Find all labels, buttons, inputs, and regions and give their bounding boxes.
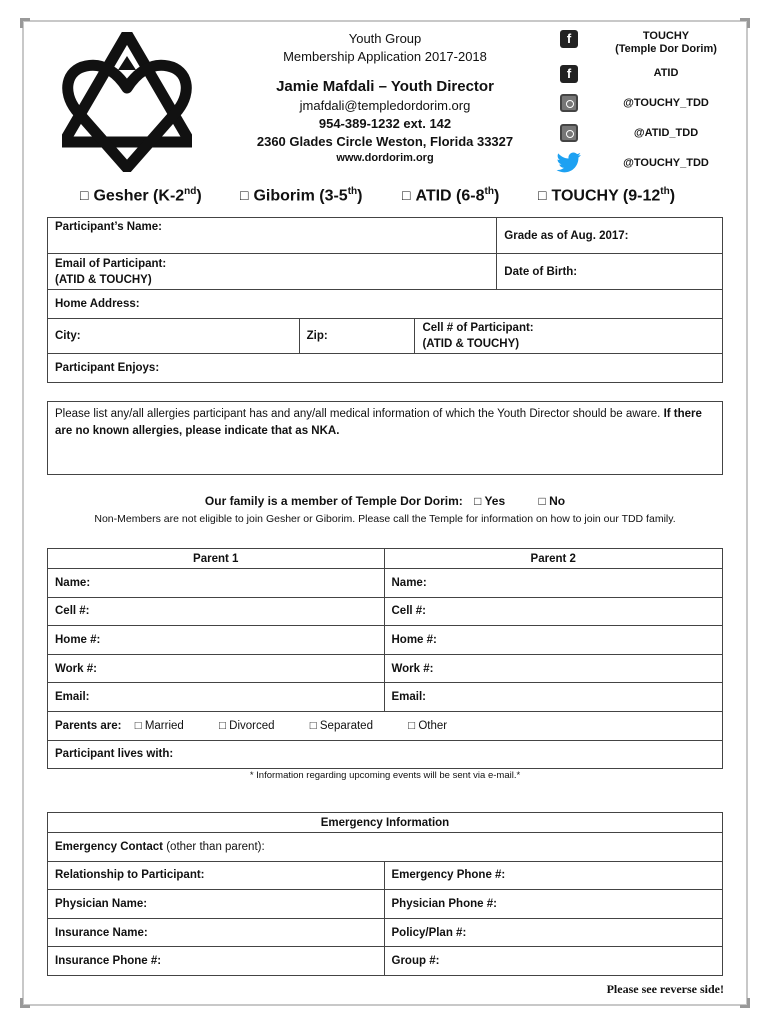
zip-field[interactable] [299,319,415,354]
facebook-icon: f [560,65,578,83]
field-label-note: (ATID & TOUCHY) [422,338,520,350]
instagram-icon [560,124,578,142]
status-married-checkbox[interactable]: □ Married [134,719,184,732]
field-label: Work #: [391,662,434,675]
policy-field[interactable] [384,918,723,947]
field-label: Home #: [55,633,101,646]
allergy-instructions: Please list any/all allergies participant has and any/all medical information of which the Youth Director should be aware. [55,408,661,420]
field-label: Insurance Name: [55,926,148,939]
email-notice: * Information regarding upcoming events will be sent via e-mail.* [249,770,521,781]
group-option-atid[interactable] [402,186,499,205]
participant-info-table [47,217,723,383]
field-label: Email of Participant: [55,257,167,270]
form-title-line2: Membership Application 2017-2018 [283,49,487,64]
status-separated-checkbox[interactable]: □ Separated [309,719,373,732]
social-instagram-atid [556,124,726,150]
group-label: ATID (6-8 [415,187,485,205]
field-label: Cell #: [55,605,90,618]
allergy-field[interactable] [47,401,723,475]
parent1-name-field[interactable] [48,569,385,598]
field-label: Home #: [391,633,437,646]
field-label: Participant lives with: [55,748,174,761]
director-phone: 954-389-1232 ext. 142 [318,116,452,131]
temple-address: 2360 Glades Circle Weston, Florida 33327 [256,134,514,149]
emergency-contact-field[interactable] [48,833,723,862]
physician-phone-field[interactable] [384,890,723,919]
field-label: Emergency Contact [55,840,164,853]
parent2-cell-field[interactable] [384,597,723,626]
insurance-name-field[interactable] [48,918,385,947]
group-label: Giborim (3-5 [253,187,348,205]
participant-enjoys-field[interactable] [48,354,723,383]
parent1-header: Parent 1 [48,549,385,569]
emergency-info-table [47,812,723,976]
field-label: Cell #: [391,605,427,618]
field-label-note: (other than parent): [166,840,265,853]
field-label: Policy/Plan #: [391,926,467,939]
facebook-icon: f [560,30,578,48]
group-label-close: ) [493,187,500,205]
field-label: Emergency Phone #: [391,869,506,882]
social-facebook-atid [556,65,726,91]
parent1-email-field[interactable] [48,683,385,712]
social-twitter-touchy [556,152,726,178]
group-label-sup: th [347,186,358,197]
field-label: Insurance Phone #: [55,955,162,968]
home-address-field[interactable] [48,290,723,319]
parent2-header: Parent 2 [384,549,723,569]
field-label: Relationship to Participant: [55,869,205,882]
lives-with-field[interactable] [48,740,723,769]
parent2-email-field[interactable] [384,683,723,712]
field-label: Zip: [306,330,328,342]
social-label-line2: (Temple Dor Dorim) [615,43,717,55]
group-label-close: ) [357,187,363,205]
social-label: @TOUCHY_TDD [623,157,709,169]
participant-cell-field[interactable] [415,319,723,354]
parent2-home-field[interactable] [384,626,723,655]
group-option-gesher[interactable] [80,186,202,205]
field-label: Name: [55,576,91,589]
checkbox[interactable]: □ [538,187,547,204]
parents-status-row [48,711,723,740]
group-label-sup: th [660,186,670,197]
emergency-header: Emergency Information [48,813,723,833]
field-label: Participant Enjoys: [55,362,160,374]
field-label-note: (ATID & TOUCHY) [55,273,152,286]
field-label: Cell # of Participant: [422,322,534,334]
temple-website: www.dordorim.org [336,152,434,164]
field-label: Date of Birth: [504,265,578,278]
social-label [606,30,726,56]
field-label: Work #: [55,662,97,675]
field-label: Email: [55,691,90,704]
parent1-cell-field[interactable] [48,597,385,626]
field-label: Name: [391,576,427,589]
group-label: Gesher (K-2 [93,187,185,205]
group-option-touchy[interactable] [538,186,675,205]
form-title-line1: Youth Group [348,31,422,46]
checkbox[interactable]: □ [240,187,249,204]
reverse-side-note: Please see reverse side! [606,982,724,996]
field-label: Physician Phone #: [391,897,497,910]
emergency-phone-field[interactable] [384,861,723,890]
field-label: Home Address: [55,298,140,310]
membership-yes-checkbox[interactable]: □ Yes [474,494,506,508]
corner-ornament [20,998,30,1008]
corner-ornament [740,18,750,28]
group-label-sup: th [484,186,494,197]
field-label: Grade as of Aug. 2017: [504,229,629,242]
participant-name-field[interactable] [48,218,497,254]
checkbox[interactable]: □ [80,187,89,204]
parent2-name-field[interactable] [384,569,723,598]
participant-email-field[interactable] [48,254,497,290]
twitter-icon [556,152,582,174]
field-label: Group #: [391,955,440,968]
city-field[interactable] [48,319,300,354]
status-other-checkbox[interactable]: □ Other [408,719,448,732]
membership-question-text: Our family is a member of Temple Dor Dorim: [204,494,463,508]
relationship-field[interactable] [48,861,385,890]
status-divorced-checkbox[interactable]: □ Divorced [219,719,275,732]
instagram-icon [560,94,578,112]
checkbox[interactable]: □ [402,187,411,204]
insurance-phone-field[interactable] [48,947,385,976]
group-number-field[interactable] [384,947,723,976]
parent1-work-field[interactable] [48,654,385,683]
group-label-close: ) [196,187,202,205]
director-name: Jamie Mafdali – Youth Director [276,78,494,95]
parent2-work-field[interactable] [384,654,723,683]
physician-name-field[interactable] [48,890,385,919]
header-contact-block [240,30,530,165]
social-facebook-touchy [556,30,726,56]
parents-status-label: Parents are: [55,719,122,732]
social-label: @TOUCHY_TDD [623,97,709,109]
group-option-giborim[interactable] [240,186,362,205]
corner-ornament [740,998,750,1008]
corner-ornament [20,18,30,28]
grade-field[interactable] [497,218,723,254]
allergy-nka-note: If there are no known allergies, please indicate that as NKA. [55,408,702,437]
parent1-home-field[interactable] [48,626,385,655]
social-label-line1: TOUCHY [642,30,690,42]
membership-no-checkbox[interactable]: □ No [538,494,566,508]
director-email: jmafdali@templedordorim.org [299,98,471,113]
membership-question [0,494,770,508]
dob-field[interactable] [497,254,723,290]
parent-info-table [47,548,723,769]
social-instagram-touchy [556,94,726,120]
field-label: City: [55,330,81,342]
group-label-sup: nd [184,186,197,197]
group-label: TOUCHY (9-12 [551,187,661,205]
field-label: Email: [391,691,427,704]
social-label: @ATID_TDD [633,127,699,139]
field-label: Physician Name: [55,897,148,910]
social-label: ATID [653,67,679,79]
heart-star-logo [62,32,192,172]
group-label-close: ) [669,187,676,205]
nonmember-note: Non-Members are not eligible to join Gesher or Giborim. Please call the Temple for information on how to join our TDD family. [94,513,676,525]
field-label: Participant’s Name: [55,221,162,233]
